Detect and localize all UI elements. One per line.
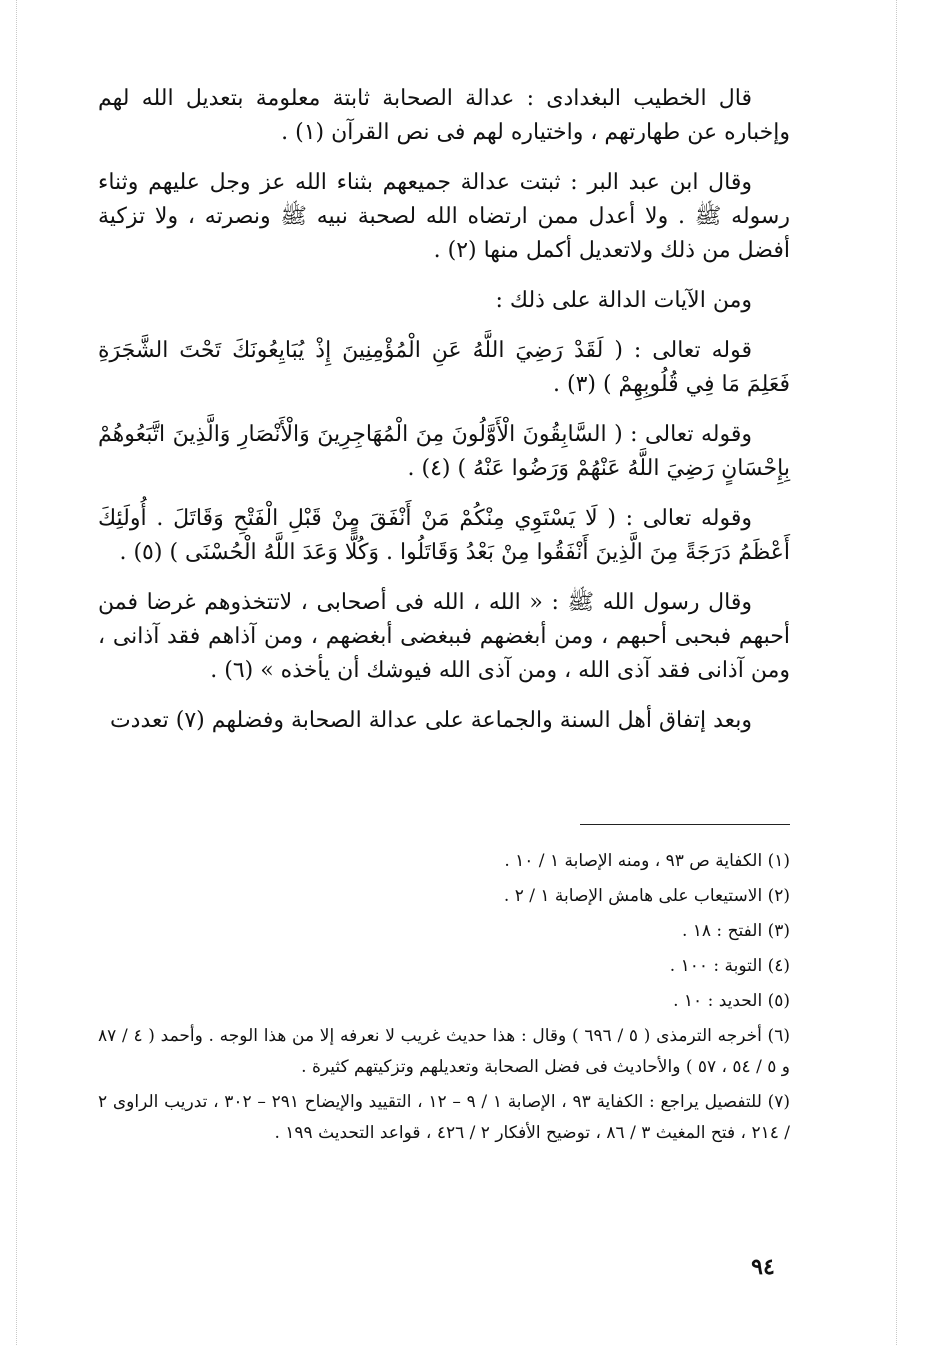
paragraph-ibn-abd-al-barr-quote: وقال ابن عبد البر : ثبتت عدالة جميعهم بثناء الله عز وجل عليهم وثناء رسوله ﷺ . ولا أعدل ممن ارتضاه الله لصحبة نبيه ﷺ ونصرته ، ولا تزكية أفضل من ذلك ولاتعديل أكمل منها (٢) . <box>98 170 790 263</box>
paragraph-verse-fath: قوله تعالى : ( لَقَدْ رَضِيَ اللَّهُ عَنِ الْمُؤْمِنِينَ إِذْ يُبَايِعُونَكَ تَحْتَ الشَّجَرَةِ فَعَلِمَ مَا فِي قُلُوبِهِمْ ) (٣) . <box>98 338 790 397</box>
footnote-7: (٧) للتفصيل يراجع : الكفاية ٩٣ ، الإصابة ١ / ٩ – ١٢ ، التقييد والإيضاح ٢٩١ – ٣٠٢ ، تدريب الراوى ٢ / ٢١٤ ، فتح المغيث ٣ / ٨٦ ، توضيح الأفكار ٢ / ٤٢٦ ، قواعد التحديث ١٩٩ . <box>98 1092 790 1143</box>
right-margin-dots <box>896 0 897 1345</box>
footnote-5: (٥) الحديد : ١٠ . <box>673 991 790 1011</box>
main-text <box>98 82 790 754</box>
paragraph-khatib-quote: قال الخطيب البغدادى : عدالة الصحابة ثابتة معلومة بتعديل الله لهم وإخباره عن طهارتهم ، واختياره لهم فى نص القرآن (١) . <box>98 86 790 145</box>
paragraph-verse-tawbah: وقوله تعالى : ( السَّابِقُونَ الْأَوَّلُونَ مِنَ الْمُهَاجِرِينَ وَالْأَنْصَارِ وَالَّذِينَ اتَّبَعُوهُمْ بِإِحْسَانٍ رَضِيَ اللَّهُ عَنْهُمْ وَرَضُوا عَنْهُ ) (٤) . <box>98 422 790 481</box>
page-number: ٩٤ <box>751 1254 775 1280</box>
paragraph-verse-hadid: وقوله تعالى : ( لَا يَسْتَوِي مِنْكُمْ مَنْ أَنْفَقَ مِنْ قَبْلِ الْفَتْحِ وَقَاتَلَ . أُولَئِكَ أَعْظَمُ دَرَجَةً مِنَ الَّذِينَ أَنْفَقُوا مِنْ بَعْدُ وَقَاتَلُوا . وَكُلًّا وَعَدَ اللَّهُ الْحُسْنَى ) (٥) . <box>98 506 790 565</box>
footnote-3: (٣) الفتح : ١٨ . <box>681 921 790 941</box>
footnote-4: (٤) التوبة : ١٠٠ . <box>669 956 790 976</box>
paragraph-hadith: وقال رسول الله ﷺ : « الله ، الله فى أصحابى ، لاتتخذوهم غرضا فمن أحبهم فبحبى أحبهم ، ومن أبغضهم فببغضى أبغضهم ، ومن آذاهم فقد آذانى ، ومن آذانى فقد آذى الله ، ومن آذى الله فيوشك أن يأخذه » (٦) . <box>98 590 790 683</box>
footnotes <box>98 846 790 1153</box>
footnote-2: (٢) الاستيعاب على هامش الإصابة ١ / ٢ . <box>503 886 790 906</box>
left-margin-dots <box>16 0 17 1345</box>
paragraph-continuation: وبعد إتفاق أهل السنة والجماعة على عدالة الصحابة وفضلهم (٧) تعددت <box>109 708 752 733</box>
paragraph-verses-intro: ومن الآيات الدالة على ذلك : <box>495 288 752 313</box>
footnote-separator <box>580 824 790 825</box>
footnote-1: (١) الكفاية ص ٩٣ ، ومنه الإصابة ١ / ١٠ . <box>504 851 790 871</box>
footnote-6: (٦) أخرجه الترمذى ( ٥ / ٦٩٦ ) وقال : هذا حديث غريب لا نعرفه إلا من هذا الوجه . وأحمد ( ٤ / ٨٧ و ٥ / ٥٤ ، ٥٧ ) والأحاديث فى فضل الصحابة وتعديلهم وتزكيتهم كثيرة . <box>98 1026 790 1077</box>
